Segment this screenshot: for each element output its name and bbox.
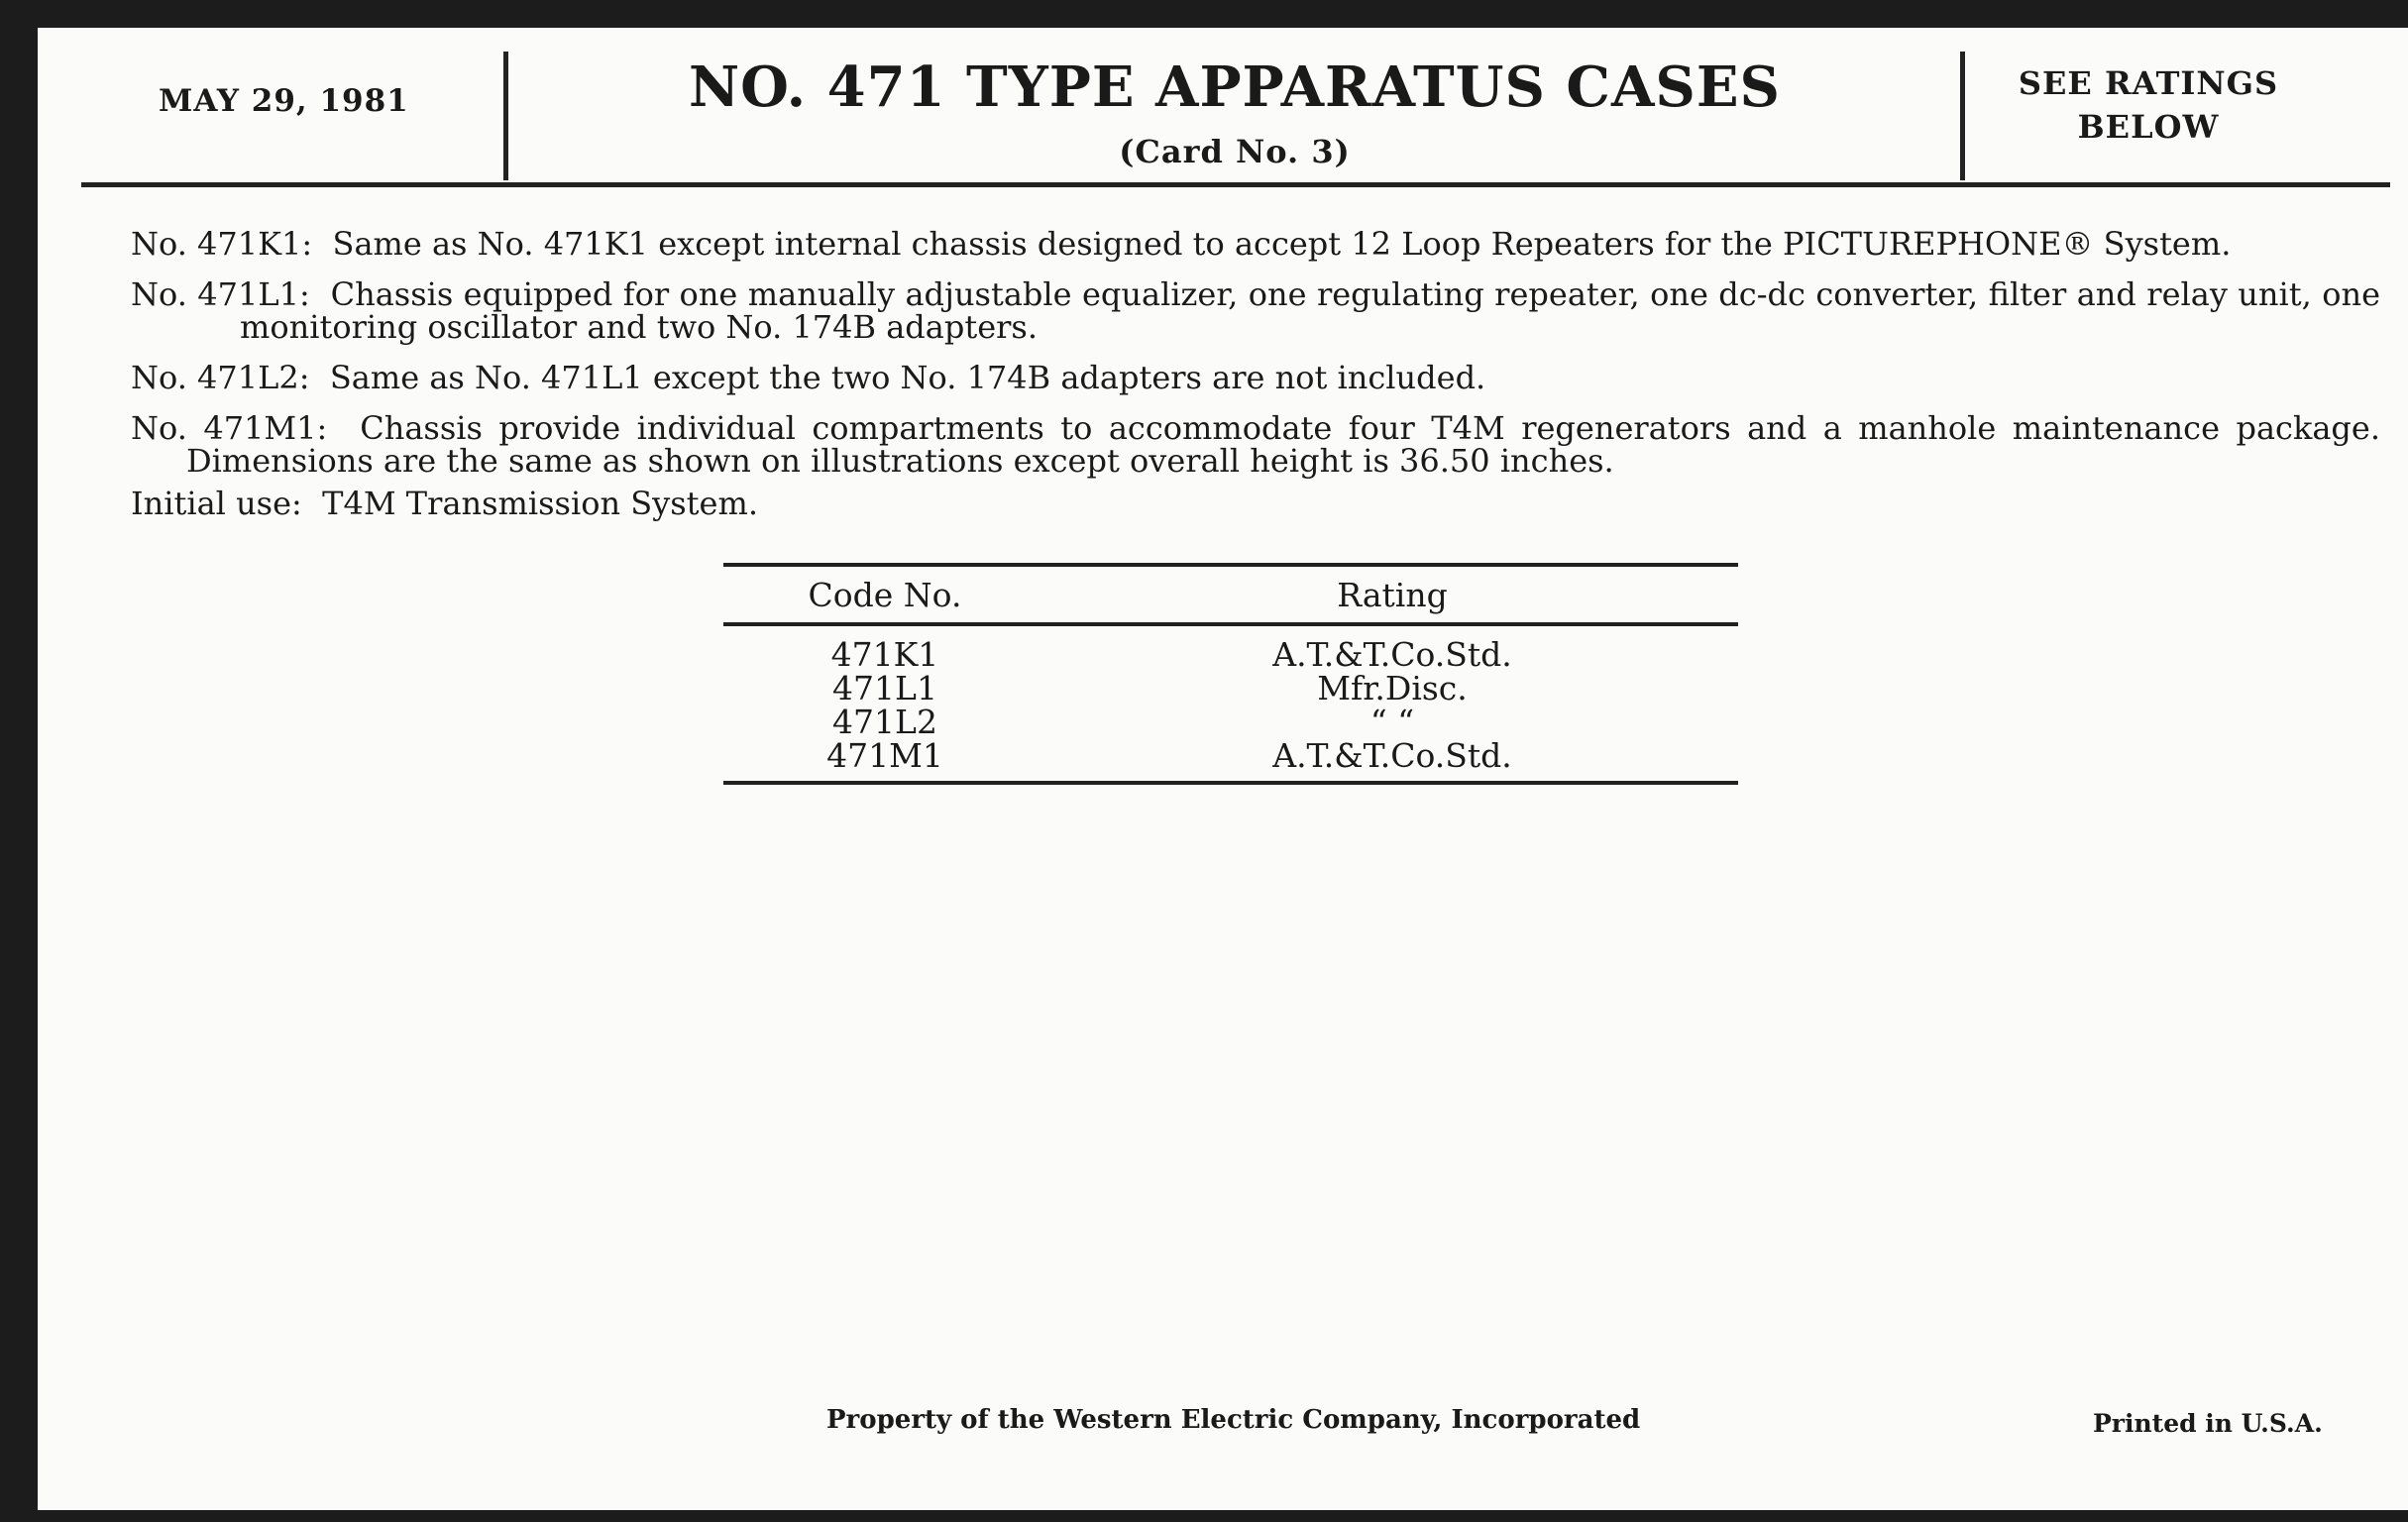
header-code-no: Code No. — [808, 575, 962, 614]
cell-rating: A.T.&T.Co.Std. — [1272, 635, 1512, 674]
cell-rating: Mfr.Disc. — [1317, 669, 1468, 707]
entry-code: No. 471L1: — [131, 275, 310, 313]
initial-use — [131, 485, 2380, 522]
table-bottom-rule — [723, 781, 1738, 785]
issue-date: MAY 29, 1981 — [159, 83, 409, 119]
table-row — [723, 635, 1738, 674]
entry-code: No. 471M1: — [131, 409, 328, 447]
table-row — [723, 736, 1738, 775]
cell-code: 471L2 — [832, 703, 937, 741]
card-number: (Card No. 3) — [1119, 132, 1351, 170]
cell-rating: “ “ — [1369, 703, 1415, 741]
entry-code: No. 471L2: — [131, 359, 310, 396]
header-divider-right — [1960, 52, 1965, 180]
table-row — [723, 703, 1738, 741]
catalog-card — [38, 28, 2408, 1510]
cell-rating: A.T.&T.Co.Std. — [1272, 736, 1512, 775]
title-block — [511, 54, 1958, 170]
page-title: NO. 471 TYPE APPARATUS CASES — [688, 54, 1781, 120]
cell-code: 471K1 — [830, 635, 939, 674]
entry-code: No. 471K1: — [131, 225, 313, 263]
entry-471l2 — [131, 359, 2380, 396]
header-divider-left — [503, 52, 508, 180]
card-header — [38, 28, 2408, 184]
rating-note-line2: BELOW — [2077, 108, 2220, 146]
entry-471m1 — [131, 409, 2381, 480]
entry-text: Chassis equipped for one manually adjustable equalizer, one regulating repeater, one dc-dc converter, filter and relay unit, one monitoring oscillator and two No. 174B adapters. — [240, 275, 2381, 346]
initial-use-label: Initial use: — [131, 485, 302, 522]
header-rating: Rating — [1337, 575, 1448, 614]
printed-notice: Printed in U.S.A. — [2093, 1409, 2323, 1438]
entry-text: Same as No. 471K1 except internal chassis designed to accept 12 Loop Repeaters for the PICTUREPHONE® System. — [332, 225, 2232, 263]
table-body — [723, 626, 1738, 781]
cell-code: 471M1 — [826, 736, 943, 775]
cell-code: 471L1 — [832, 669, 937, 707]
table-row — [723, 669, 1738, 707]
property-notice: Property of the Western Electric Company, Incorporated — [826, 1405, 1641, 1435]
rating-note-line1: SEE RATINGS — [2018, 64, 2279, 102]
entry-471l1 — [131, 275, 2381, 346]
entry-list — [131, 225, 2381, 538]
entry-text: Chassis provide individual compartments to accommodate four T4M regenerators and a manhole maintenance package. Dimensions are the same as shown on illustrations except overall height is 36.50 inches. — [186, 409, 2381, 480]
table-header-row — [723, 567, 1738, 622]
entry-471k1 — [131, 225, 2380, 263]
ratings-table — [723, 563, 1738, 785]
rating-note — [1970, 61, 2327, 149]
entry-text: Same as No. 471L1 except the two No. 174B adapters are not included. — [329, 359, 1486, 396]
header-rule — [81, 182, 2390, 187]
initial-use-text: T4M Transmission System. — [322, 485, 758, 522]
